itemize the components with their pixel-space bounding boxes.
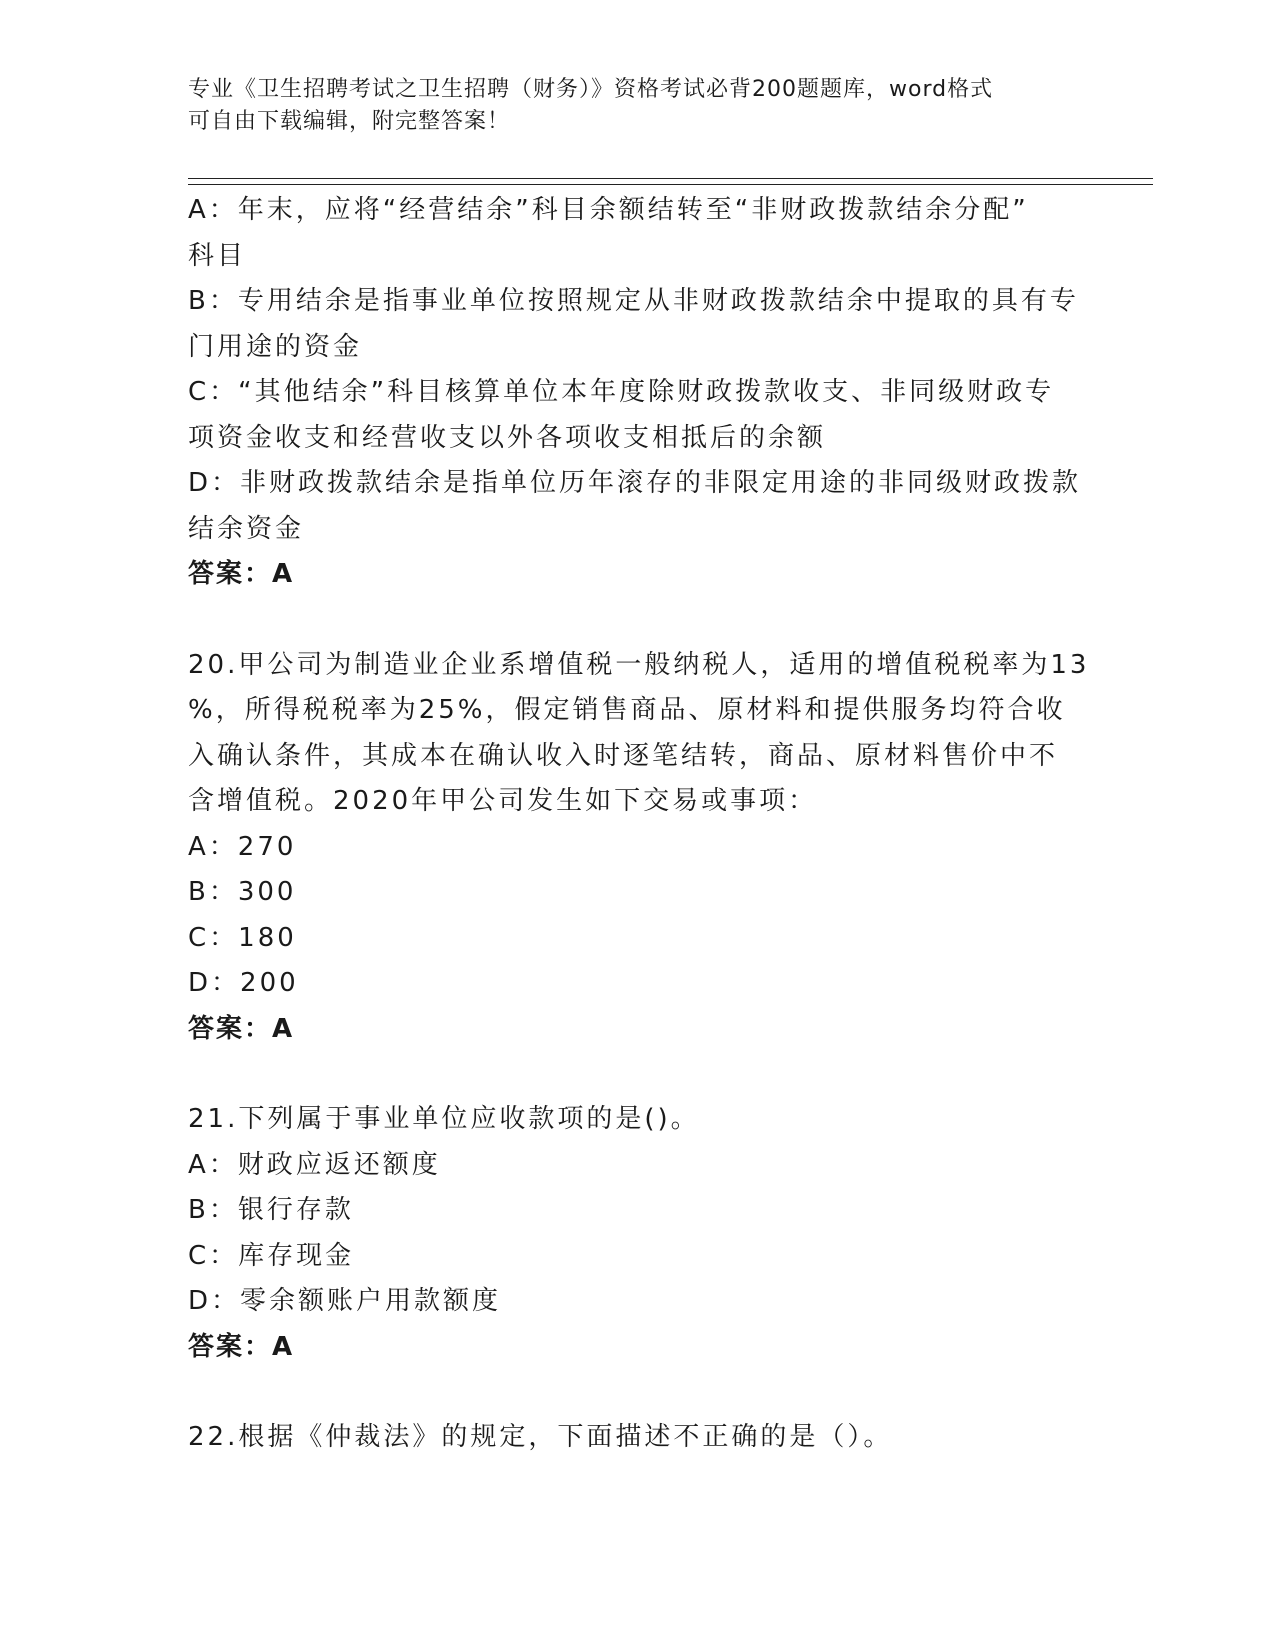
option-a-line-2: 科目 xyxy=(188,240,247,271)
question-20 xyxy=(188,643,1088,1053)
question-stem-line-2: %，所得税税率为25%，假定销售商品、原材料和提供服务均符合收 xyxy=(188,695,1066,725)
option-b: B：300 xyxy=(188,877,297,907)
question-21 xyxy=(188,1097,1088,1370)
option-b-line-1: B：专用结余是指事业单位按照规定从非财政拨款结余中提取的具有专 xyxy=(188,286,1079,316)
header-divider-top xyxy=(188,178,1153,179)
spacer xyxy=(188,1370,1088,1415)
question-22 xyxy=(188,1415,1088,1461)
option-c-line-2: 项资金收支和经营收支以外各项收支相抵后的余额 xyxy=(188,422,827,453)
option-a: A：财政应返还额度 xyxy=(188,1149,441,1180)
option-b: B：银行存款 xyxy=(188,1195,354,1225)
document-header xyxy=(188,74,1068,138)
question-stem-line-4: 含增值税。2020年甲公司发生如下交易或事项： xyxy=(188,786,818,816)
option-c: C：180 xyxy=(188,922,297,953)
question-stem-line-3: 入确认条件，其成本在确认收入时逐笔结转，商品、原材料售价中不 xyxy=(188,740,1059,771)
header-line-1: 专业《卫生招聘考试之卫生招聘（财务）》资格考试必背200题题库，word格式 xyxy=(188,77,994,102)
option-b-line-2: 门用途的资金 xyxy=(188,331,363,362)
question-stem-line-1: 22.根据《仲裁法》的规定，下面描述不正确的是（）。 xyxy=(188,1422,893,1452)
option-c: C：库存现金 xyxy=(188,1240,355,1271)
option-a: A：270 xyxy=(188,831,297,862)
question-stem-line-1: 20.甲公司为制造业企业系增值税一般纳税人，适用的增值税税率为13 xyxy=(188,649,1090,680)
header-line-2: 可自由下载编辑，附完整答案！ xyxy=(188,109,511,134)
option-d: D：零余额账户用款额度 xyxy=(188,1286,502,1316)
question-stem-line-1: 21.下列属于事业单位应收款项的是()。 xyxy=(188,1104,700,1134)
answer-label: 答案：A xyxy=(188,1331,295,1362)
question-19-options xyxy=(188,188,1088,598)
option-a-line-1: A：年末，应将“经营结余”科目余额结转至“非财政拨款结余分配” xyxy=(188,195,1029,225)
answer-label: 答案：A xyxy=(188,559,295,589)
option-d-line-1: D：非财政拨款结余是指单位历年滚存的非限定用途的非同级财政拨款 xyxy=(188,468,1082,498)
header-divider-bottom xyxy=(188,184,1153,185)
option-c-line-1: C：“其他结余”科目核算单位本年度除财政拨款收支、非同级财政专 xyxy=(188,377,1055,407)
spacer xyxy=(188,598,1088,643)
question-content xyxy=(188,188,1088,1461)
option-d-line-2: 结余资金 xyxy=(188,513,305,544)
spacer xyxy=(188,1052,1088,1097)
option-d: D：200 xyxy=(188,968,299,998)
answer-label: 答案：A xyxy=(188,1013,295,1044)
